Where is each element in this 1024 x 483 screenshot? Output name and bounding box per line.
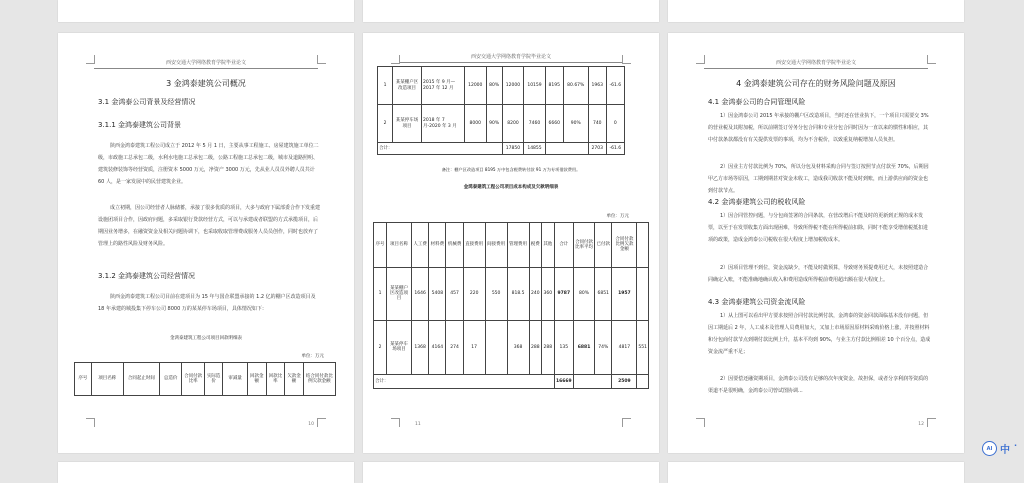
header-rule [399,62,623,63]
table-cell: 90% [563,105,588,143]
header-cell: 合同付款比率平均 [574,223,595,268]
subsection-title: 3.1.1 金鸿泰建筑公司背景 [98,121,182,129]
section-title: 4.2 金鸿泰建筑公司的税收风险 [708,198,806,206]
table-cell: 2 [378,105,393,143]
table-total-row [378,143,625,155]
table-cell: -61.6 [606,143,624,155]
paragraph: 2）因项目管理不到位，资金流缺少，不能及时做预算，导致财务预提费用过大，未按照建造合同确定入账，不能准确地确认收入和费用造成所得税前费用超出额在很大程度上。 [708,265,929,283]
table-caption: 金鸿泰建筑工程公司项目回款明细表 [170,336,242,341]
table-cell: 1368 [412,321,429,375]
header-rule [704,68,928,69]
previous-page-left-bottom [58,0,354,22]
document-page-right [668,33,964,453]
header-cell: 其他 [542,223,555,268]
header-cell: 税费 [529,223,542,268]
table-cell: 6660 [545,105,563,143]
table-cell: 288 [529,321,542,375]
table-cell: 1957 [612,267,637,321]
next-page-right-top [668,462,964,483]
crop-mark [696,55,705,64]
header-cell: 人工费 [412,223,429,268]
page-number: 11 [415,422,421,427]
table-cell: 4817 [612,321,637,375]
table-row [374,267,649,321]
table-cell: 6851 [595,267,612,321]
crop-mark [927,55,936,64]
header-cell: 直接费用 [463,223,485,268]
table-cell: 某某停车场项目 [393,105,422,143]
document-page-middle [363,33,659,453]
header-cell: 已付款 [595,223,612,268]
table-cell: 1 [378,67,393,105]
table-cell: 0 [606,105,624,143]
table-cell: 2 [374,321,387,375]
translate-menu-handle[interactable]: · [1014,441,1018,450]
table-cell: 2703 [588,143,606,155]
table-unit: 单位：万元 [301,354,324,359]
table-cell: 550 [485,267,507,321]
table-cell: 220 [463,267,485,321]
table-cell: -61.6 [606,67,624,105]
header-cell: 合计 [554,223,573,268]
table-cell: 10159 [524,67,546,105]
header-cell: 序号 [75,363,92,396]
page-number: 10 [308,422,314,427]
table-cell: 12000 [465,67,487,105]
table-cell: 12000 [502,67,524,105]
header-cell: 结合同付款比例欠款金额 [303,363,335,396]
project-cost-table [373,222,649,389]
table-cell [637,374,649,388]
table-cell: 818.5 [507,267,529,321]
table-cell [485,321,507,375]
table-cell: 135 [554,321,573,375]
table-row [378,67,625,105]
table-cell: 合计： [374,374,555,388]
table-cell: 17 [463,321,485,375]
project-payment-table [377,66,625,155]
table-cell: 8200 [502,105,524,143]
header-cell: 实际造价 [204,363,223,396]
crop-mark [391,418,400,427]
table-cell: 80% [574,267,595,321]
crop-mark [317,55,326,64]
table-caption: 金鸿泰建筑工程公司项目成本构成及欠款明细表 [463,185,559,190]
table-cell: 17850 [502,143,524,155]
table-cell [574,374,612,388]
paragraph: 2）因业主方付款比例为 70%，所以分包及材料采购合同与签订按照节点付款至 70%，后期因甲乙方市场等原因，工期到期甚对资金未收工，造成我司收款不能及时到账，而上游供应商的资金也到付款节点。 [708,164,929,194]
chapter-title: 4 金鸿泰建筑公司存在的财务风险问题及原因 [736,79,896,88]
translate-language-label[interactable]: 中 [1000,445,1010,456]
table-cell: 74% [595,321,612,375]
header-cell: 合同起止时间 [123,363,159,396]
project-payment-table-header [74,362,336,396]
crop-mark [927,418,936,427]
crop-mark [86,418,95,427]
chapter-title: 3 金鸿泰建筑公司概况 [166,79,246,88]
section-title: 3.1 金鸿泰公司背景及经营情况 [98,98,196,106]
table-cell: 14855 [524,143,546,155]
table-cell: 2015 年 9 月—2017 年 12 月 [422,67,465,105]
paragraph: 1）从上图可以看出甲方要求按照合同付款比例付款，金鸿泰的资金回款面临基本没有问题，但因工期延后 2 年，人工成本及管理人员费用加大，又加上市场原因原材料采购价格上涨，并按照材料和分包商付款节点到期付款比例上升，基本平均到 90%，与业主方付款比例相差 10 个百分点，造成资金流严重不足； [708,313,931,355]
header-cell: 欠款金额 [285,363,304,396]
table-total-row [374,374,649,388]
table-cell: 9787 [554,267,573,321]
header-cell: 项目名称 [91,363,123,396]
table-cell: 368 [507,321,529,375]
table-cell: 90% [486,105,502,143]
header-cell: 机械费 [446,223,463,268]
header-cell: 回款比率 [266,363,285,396]
table-cell [637,267,649,321]
table-cell: 274 [446,321,463,375]
table-cell: 6881 [574,321,595,375]
header-cell: 回款金额 [247,363,266,396]
crop-mark [622,418,631,427]
table-cell: 5408 [429,267,446,321]
page-header: 西安交通大学网络教育学院毕业论文 [775,60,856,66]
table-cell: 7460 [524,105,546,143]
header-cell: 总造价 [159,363,181,396]
table-row [378,105,625,143]
section-title: 4.1 金鸿泰公司的合同管理风险 [708,98,806,106]
crop-mark [622,55,631,64]
table-cell: 740 [588,105,606,143]
table-row [374,321,649,375]
paragraph: 陕西金鸿泰建筑工程公司成立于 2012 年 5 月 1 日，主要从事工程施工、房屋建筑施工单位二级，市政施工总承包二级，水利水电施工总承包二级，公路工程施工总承包二级，城市及道路照明、建筑装修装饰等经营资质，注册资本 5000 万元，净资产 3000 万元，先从业人员员外聘人员共计 60 人，是一家发展中的民营建筑企业。 [98,143,319,185]
paragraph: 1）因合同管控问题，与分包商签署的合同条款，在营改增后不能及时的更新到正规的成本发票，以至于在发票收集方面出现困难，导致所得税不能在所得税前扣除，同时不能享受增值税抵扣进项的政策，造成金鸿泰公司税收在很大程度上增加税收成本。 [708,213,929,243]
header-cell: 合同付款比率 [182,363,204,396]
table-cell: 80% [486,67,502,105]
table-cell: 240 [529,267,542,321]
page-header: 西安交通大学网络教育学院毕业论文 [165,60,246,66]
page-header: 西安交通大学网络教育学院毕业论文 [470,54,551,60]
table-cell: 2509 [612,374,637,388]
translate-icon[interactable]: AI [982,441,997,456]
table-cell: 1 [374,267,387,321]
paragraph: 成立初期，因公司经营者人脉储蓄，承接了很多优质的项目，大多与政府下属部委合作下发重建设施团项目合作，因政府问题，多采取银行贷款经营方式，可以与承建或者联盟的方式承揽项目，后期因业务增多，在融资资金及相关问题协调下，也采取收取管理费或服务人员员创作，同时也放弃了管理上的路性风险及财务风险。 [98,205,321,247]
header-cell: 管理费用 [507,223,529,268]
table-cell: 360 [542,267,555,321]
table-unit: 单位：万元 [606,214,629,219]
table-cell: 某某棚户区改造项目 [387,267,412,321]
table-cell: 551 [637,321,649,375]
crop-mark [696,418,705,427]
crop-mark [317,418,326,427]
table-cell [545,143,588,155]
table-cell: 某某停车场项目 [387,321,412,375]
header-cell: 材料费 [429,223,446,268]
section-title: 4.3 金鸿泰建筑公司资金流风险 [708,298,806,306]
next-page-middle-top [363,462,659,483]
header-cell [637,223,649,268]
table-cell: 某某棚户区改造项目 [393,67,422,105]
crop-mark [391,55,400,64]
paragraph: 1）因金鸿泰公司 2015 年承接的棚户区改造项目，当时还在营业执下，一个项目只需要交 3% 的营业税及其附加税，所以前期签订劳务分包合同和专业分包合同时因为一直以来的惯性和相应，其中付款条款都没有有关提供发票的事项，均为不含税价，以致重复纳税增加人员负担。 [708,113,929,143]
table-cell: 2018 年 7 月-2020 年 3 月 [422,105,465,143]
table-cell: 8195 [545,67,563,105]
table-cell: 1963 [588,67,606,105]
table-cell: 16669 [554,374,573,388]
document-page-left [58,33,354,453]
table-cell: 80.67% [563,67,588,105]
table-cell: 1646 [412,267,429,321]
table-cell: 288 [542,321,555,375]
header-cell: 间接费用 [485,223,507,268]
header-cell: 审减量 [223,363,247,396]
previous-page-right-bottom [668,0,964,22]
header-cell: 项目名称 [387,223,412,268]
header-cell: 序号 [374,223,387,268]
page-number: 12 [918,422,924,427]
subsection-title: 3.1.2 金鸿泰建筑公司经营情况 [98,272,196,280]
table-header-row [374,223,649,268]
header-cell: 合同付款比例欠款金额 [612,223,637,268]
table-cell: 4164 [429,321,446,375]
table-cell: 8000 [465,105,487,143]
header-rule [94,68,318,69]
paragraph: 2）因要偿还融资期项目，金鸿泰公司没有足够的次年度资金，故担保，或者分享利润等资质的渠道不是很明确，金鸿泰公司曾试图协调... [708,376,929,394]
table-cell: 合计： [378,143,503,155]
next-page-left-top [58,462,354,483]
crop-mark [86,55,95,64]
table-note: 备注：棚户区改造项目 8195 万中包含税费转付款 91 万为专项借款费用。 [441,167,581,172]
table-cell: 457 [446,267,463,321]
previous-page-middle-bottom [363,0,659,22]
paragraph: 陕西金鸿泰建筑工程公司目前在建项目为 15 年与国企联盟承接的 1.2 亿的棚户区改造项目及 18 年承建的城投集下停车公司 8000 万的某某停车场项目，具体情况如下： [98,294,316,312]
